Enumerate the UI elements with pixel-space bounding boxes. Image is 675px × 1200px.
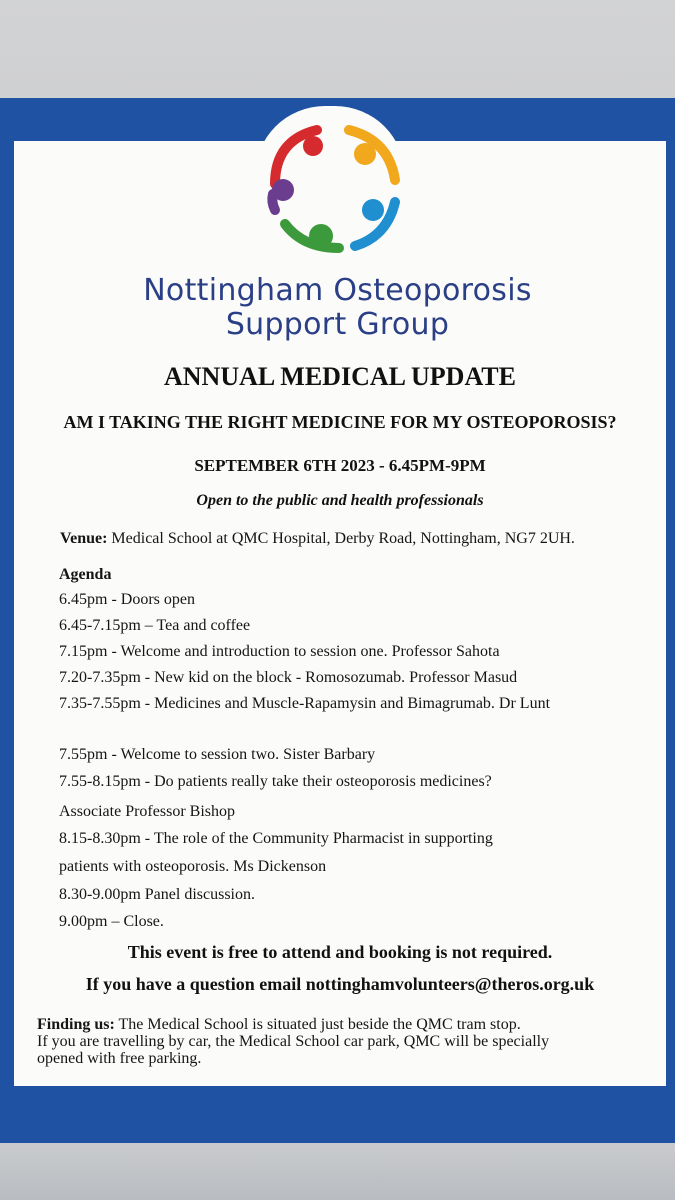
agenda-item: 7.15pm - Welcome and introduction to session one. Professor Sahota — [59, 643, 500, 660]
venue-label: Venue: — [60, 530, 108, 547]
agenda-item: 7.55pm - Welcome to session two. Sister Barbary — [59, 746, 376, 763]
finding-us-line3: opened with free parking. — [37, 1050, 202, 1067]
agenda-item: 7.55-8.15pm - Do patients really take their osteoporosis medicines? — [59, 773, 492, 790]
org-name-line1: Nottingham Osteoporosis — [143, 273, 532, 308]
event-audience: Open to the public and health professionals — [196, 492, 484, 509]
agenda-item: 8.15-8.30pm - The role of the Community Pharmacist in supporting — [59, 830, 493, 847]
venue-text: Medical School at QMC Hospital, Derby Road, Nottingham, NG7 2UH. — [107, 530, 575, 547]
agenda-item: 6.45pm - Doors open — [59, 591, 195, 608]
agenda-item: 7.20-7.35pm - New kid on the block - Romosozumab. Professor Masud — [59, 669, 518, 686]
free-event-note: This event is free to attend and booking is not required. — [127, 942, 553, 962]
event-question: AM I TAKING THE RIGHT MEDICINE FOR MY OSTEOPOROSIS? — [63, 412, 617, 432]
agenda-heading: Agenda — [59, 566, 112, 583]
agenda-item: Associate Professor Bishop — [59, 803, 235, 820]
event-date: SEPTEMBER 6TH 2023 - 6.45PM-9PM — [194, 456, 486, 475]
org-name-line2: Support Group — [225, 307, 450, 342]
event-title: ANNUAL MEDICAL UPDATE — [164, 362, 516, 391]
finding-us-section — [37, 1016, 647, 1067]
agenda-item: 9.00pm – Close. — [59, 913, 164, 930]
agenda-item: patients with osteoporosis. Ms Dickenson — [59, 858, 327, 875]
agenda-item: 6.45-7.15pm – Tea and coffee — [59, 617, 251, 634]
finding-us-line1: The Medical School is situated just beside the QMC tram stop. — [114, 1016, 521, 1033]
finding-us-line2: If you are travelling by car, the Medical School car park, QMC will be specially — [37, 1033, 550, 1050]
agenda-item: 8.30-9.00pm Panel discussion. — [59, 886, 255, 903]
agenda-item: 7.35-7.55pm - Medicines and Muscle-Rapamysin and Bimagrumab. Dr Lunt — [59, 695, 551, 712]
people-circle-logo-icon — [257, 112, 407, 262]
contact-email-note: If you have a question email nottinghamvolunteers@theros.org.uk — [85, 974, 595, 994]
finding-us-label: Finding us: — [37, 1016, 115, 1033]
table-surface — [0, 1143, 675, 1200]
venue-line — [60, 530, 575, 548]
